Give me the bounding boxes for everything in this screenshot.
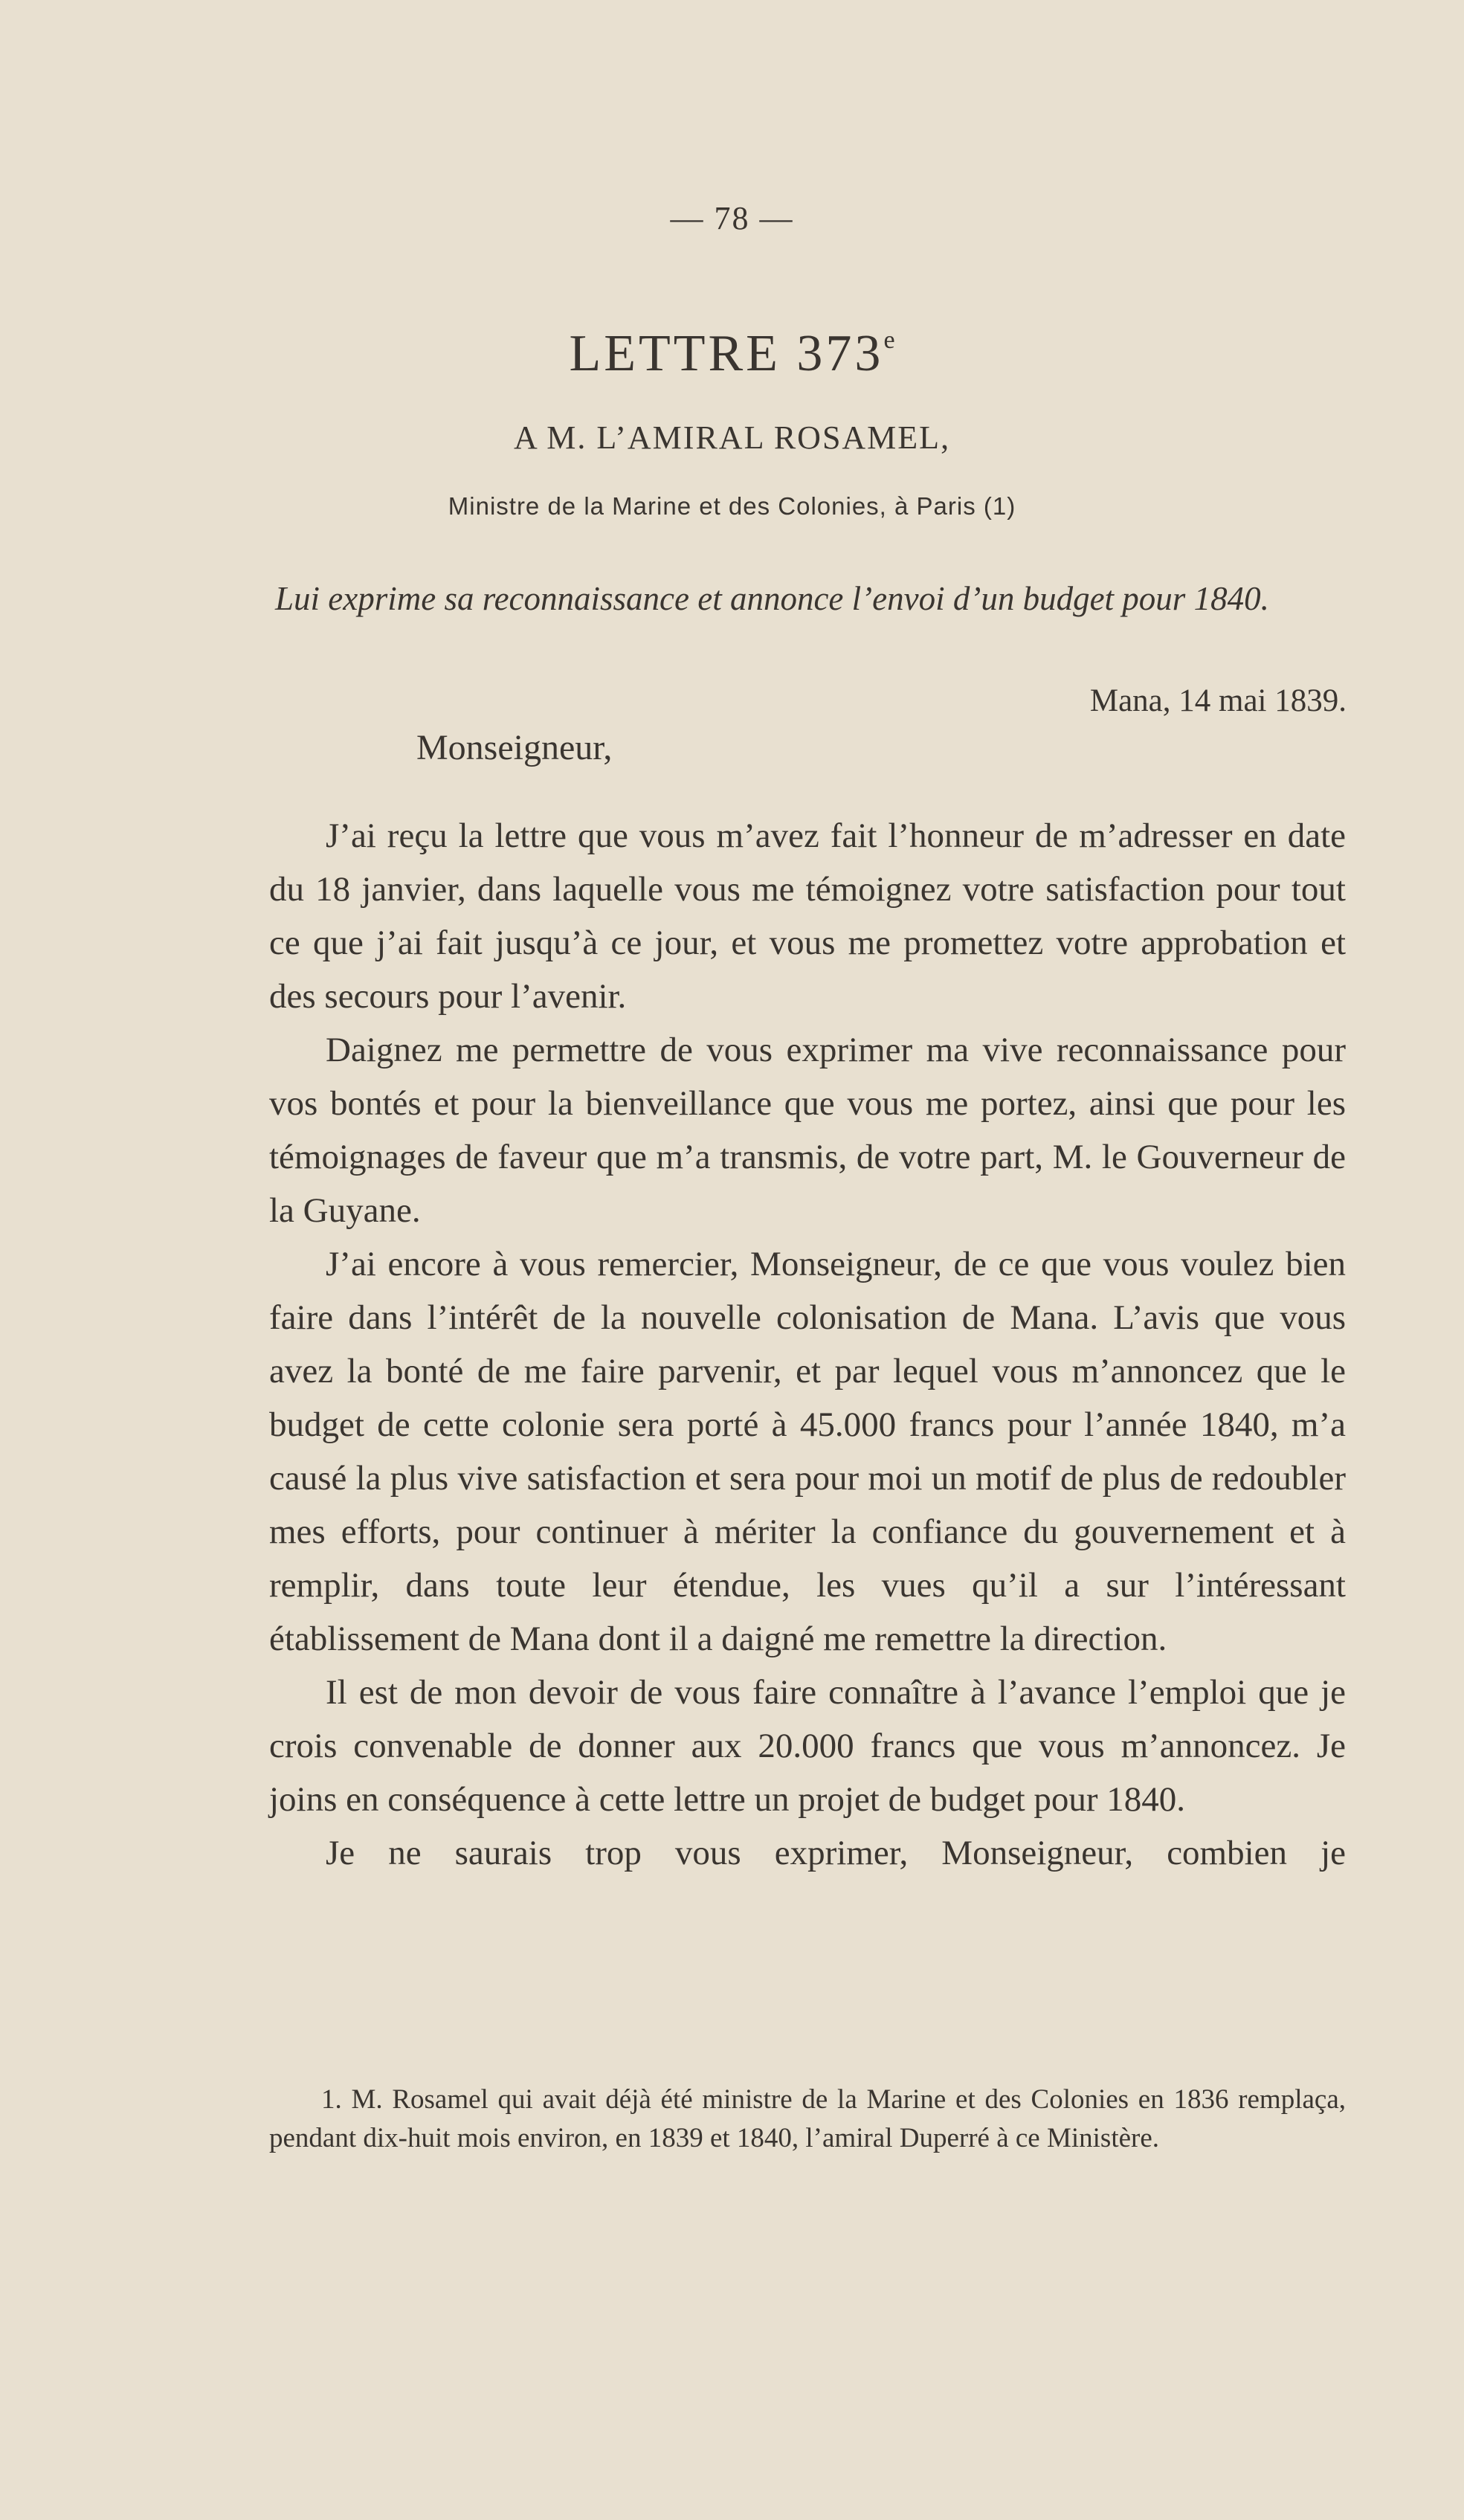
recipient-role: Ministre de la Marine et des Colonies, à Paris (1) (448, 492, 1016, 520)
paragraph: J’ai encore à vous remercier, Monseigneur, de ce que vous voulez bien faire dans l’intérêt de la nouvelle colonisation de Mana. L’avis que vous avez la bonté de me faire parvenir, et par lequel vous m’annoncez que le budget de cette colonie sera porté à 45.000 francs pour l’année 1840, m’a causé la plus vive satisfaction et sera pour moi un motif de plus de redoubler mes efforts, pour continuer à mériter la confiance du gouvernement et à remplir, dans toute leur étendue, les vues qu’il a sur l’intéressant établissement de Mana dont il a daigné me remettre la direction. (269, 1245, 1346, 1658)
paragraph: Il est de mon devoir de vous faire connaître à l’avance l’emploi que je crois convenable de donner aux 20.000 francs que vous m’annoncez. Je joins en conséquence à cette lettre un projet de budget pour 1840. (269, 1673, 1346, 1819)
letter-summary: Lui exprime sa reconnaissance et annonce l’envoi d’un budget pour 1840. (275, 580, 1269, 617)
paragraph: J’ai reçu la lettre que vous m’avez fait l’honneur de m’adresser en date du 18 janvier, dans laquelle vous me témoignez votre satisfaction pour tout ce que j’ai fait jusqu’à ce jour, et vous me promettez votre approbation et des secours pour l’avenir. (269, 816, 1346, 1016)
letter-title-text: LETTRE 373 (569, 325, 884, 382)
paragraph: Je ne saurais trop vous exprimer, Monseigneur, combien je (326, 1834, 1346, 1872)
page-number: — 78 — (670, 200, 794, 236)
paragraph: Daignez me permettre de vous exprimer ma vive reconnaissance pour vos bontés et pour la bienveillance que vous me portez, ainsi que pour les témoignages de faveur que m’a transmis, de votre part, M. le Gouverneur de la Guyane. (269, 1031, 1346, 1230)
letter-title (0, 324, 1464, 384)
footnote (269, 2081, 1346, 2158)
salutation: Monseigneur, (416, 728, 613, 767)
recipient-heading: A M. L’AMIRAL ROSAMEL, (513, 419, 951, 456)
footnote-text: 1. M. Rosamel qui avait déjà été ministre de la Marine et des Colonies en 1836 remplaça, pendant dix-huit mois environ, en 1839 et 1840, l’amiral Duperré à ce Ministère. (269, 2084, 1346, 2153)
letter-body (269, 809, 1346, 1880)
letter-title-superscript: e (883, 326, 895, 354)
dateline: Mana, 14 mai 1839. (1089, 683, 1347, 718)
